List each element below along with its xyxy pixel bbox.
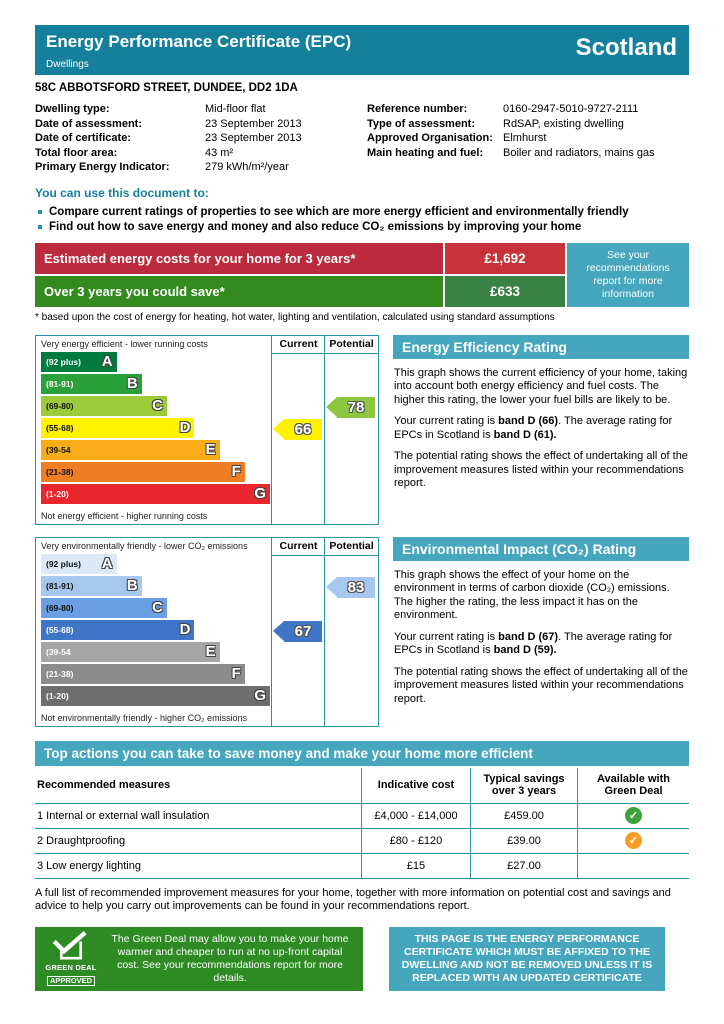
energy-efficiency-section [35,335,689,525]
chart-top-label: Very energy efficient - lower running costs [41,338,208,349]
column-header: Typical savings over 3 years [470,768,577,804]
environment-bands-area [36,538,270,726]
section-paragraph: The potential rating shows the effect of undertaking all of the improvement measures listed within your recommendations report. [394,665,688,705]
top-actions-table [35,768,689,879]
page-title: Energy Performance Certificate (EPC) [46,32,352,51]
potential-rating-marker: 78 [337,397,375,418]
energy-bands-area [36,336,270,524]
page-footer [35,927,689,991]
top-actions-note: A full list of recommended improvement measures for your home, together with more information on potential cost and savings and advice to help you carry out improvements can be found in your recommendations report. [35,886,671,912]
estimated-costs-value: £1,692 [445,243,565,274]
detail-row: Date of certificate: 23 September 2013 [35,132,302,144]
column-header: Recommended measures [35,768,361,804]
section-title: Energy Efficiency Rating [393,335,689,359]
page-header [35,25,689,75]
environmental-impact-section [35,537,689,727]
band-e: (39-54 E [41,440,220,460]
green-deal-approved-text: APPROVED [47,976,95,986]
current-column: Current [271,336,325,524]
details-right-column [367,102,689,175]
savings-value: £633 [445,276,565,307]
current-rating-marker: 67 [284,621,322,642]
column-header: Indicative cost [361,768,470,804]
detail-row: Dwelling type: Mid-floor flat [35,103,266,115]
savings-label: Over 3 years you could save* [35,276,443,307]
property-details [35,102,689,175]
band-d: (55-68) D [41,418,194,438]
band-d: (55-68) D [41,620,194,640]
green-deal-logo-text: GREEN DEAL [45,962,97,972]
property-address: 58C ABBOTSFORD STREET, DUNDEE, DD2 1DA [35,82,298,94]
page-subtitle: Dwellings [46,59,89,70]
region-label: Scotland [575,34,677,61]
usage-heading: You can use this document to: [35,185,209,200]
chart-bottom-label: Not energy efficient - higher running costs [41,510,208,521]
environmental-impact-chart [35,537,379,727]
details-left-column [35,102,367,175]
environment-text-panel [393,537,689,727]
table-cell-measure: 2 Draughtproofing [35,829,361,854]
band-f: (21-38) F [41,664,245,684]
bullet-item: Find out how to save energy and money and also reduce CO₂ emissions by improving your home [35,220,689,235]
costs-footnote: * based upon the cost of energy for heating, hot water, lighting and ventilation, calculated using standard assumptions [35,311,555,323]
green-deal-house-icon [47,930,95,960]
current-column: Current [271,538,325,726]
band-a: (92 plus) A [41,554,117,574]
table-cell-cost: £4,000 - £14,000 [361,804,470,829]
band-c: (69-80) C [41,598,167,618]
bullet-icon [38,225,42,229]
detail-row: Date of assessment: 23 September 2013 [35,117,302,130]
table-cell-savings: £39.00 [470,829,577,854]
band-a: (92 plus) A [41,352,117,372]
detail-row: Reference number: 0160-2947-5010-9727-2111 [367,103,639,115]
potential-column: Potential [324,336,378,524]
band-f: (21-38) F [41,462,245,482]
detail-row: Approved Organisation: Elmhurst [367,132,547,144]
potential-rating-marker: 83 [337,577,375,598]
energy-text-panel [393,335,689,525]
certificate-notice: THIS PAGE IS THE ENERGY PERFORMANCE CERTIFICATE WHICH MUST BE AFFIXED TO THE DWELLING AND NOT BE REMOVED UNLESS IT IS REPLACED WITH AN UPDATED CERTIFICATE [389,927,665,991]
table-cell-savings: £459.00 [470,804,577,829]
band-e: (39-54 E [41,642,220,662]
potential-column: Potential [324,538,378,726]
bullet-item: Compare current ratings of properties to see which are more energy efficient and environmentally friendly [35,205,689,220]
table-cell-cost: £15 [361,854,470,879]
current-rating-marker: 66 [284,419,322,440]
band-b: (81-91) B [41,576,142,596]
green-deal-logo [40,930,102,988]
section-title: Environmental Impact (CO₂) Rating [393,537,689,561]
section-paragraph: Your current rating is band D (66). The average rating for EPCs in Scotland is band D (61). [394,415,673,441]
energy-costs-summary [35,243,689,307]
band-c: (69-80) C [41,396,167,416]
estimated-costs-label: Estimated energy costs for your home for 3 years* [35,243,443,274]
chart-bottom-label: Not environmentally friendly - higher CO₂ emissions [41,712,248,723]
detail-row: Type of assessment: RdSAP, existing dwelling [367,117,624,130]
bullet-icon [38,210,42,214]
detail-row: Main heating and fuel: Boiler and radiators, mains gas [367,146,655,159]
orange-check-icon [625,832,642,849]
band-g: (1-20) G [41,484,270,504]
table-cell-cost: £80 - £120 [361,829,470,854]
band-g: (1-20) G [41,686,270,706]
table-cell-green-deal [577,829,689,854]
detail-row: Primary Energy Indicator: 279 kWh/m²/year [35,161,289,173]
table-cell-green-deal [577,804,689,829]
certificate-page [35,25,689,991]
section-paragraph: This graph shows the current efficiency of your home, taking into account both energy efficiency and fuel costs. The higher this rating, the lower your fuel bills are likely to be. [394,366,688,406]
table-cell-measure: 1 Internal or external wall insulation [35,804,361,829]
green-deal-text: The Green Deal may allow you to make your home warmer and cheaper to run at no up-front capital cost. See your recommendations report for more details. [111,932,349,984]
column-header: Available with Green Deal [577,768,689,804]
energy-efficiency-chart [35,335,379,525]
green-check-icon [625,807,642,824]
table-cell-green-deal [577,854,689,879]
top-actions-title: Top actions you can take to save money and make your home more efficient [35,741,689,766]
usage-bullets [35,205,689,235]
table-cell-measure: 3 Low energy lighting [35,854,361,879]
recommendations-note: See your recommendations report for more information [567,243,689,307]
band-b: (81-91) B [41,374,142,394]
section-paragraph: The potential rating shows the effect of undertaking all of the improvement measures listed within your recommendations report. [394,450,688,489]
detail-row: Total floor area: 43 m² [35,146,234,159]
chart-top-label: Very environmentally friendly - lower CO₂ emissions [41,540,248,551]
section-paragraph: Your current rating is band D (67). The average rating for EPCs in Scotland is band D (59). [394,630,673,656]
table-cell-savings: £27.00 [470,854,577,879]
section-paragraph: This graph shows the effect of your home on the environment in terms of carbon dioxide (CO₂) emissions. The higher the rating, the less impact it has on the environment. [394,568,670,621]
green-deal-box [35,927,363,991]
